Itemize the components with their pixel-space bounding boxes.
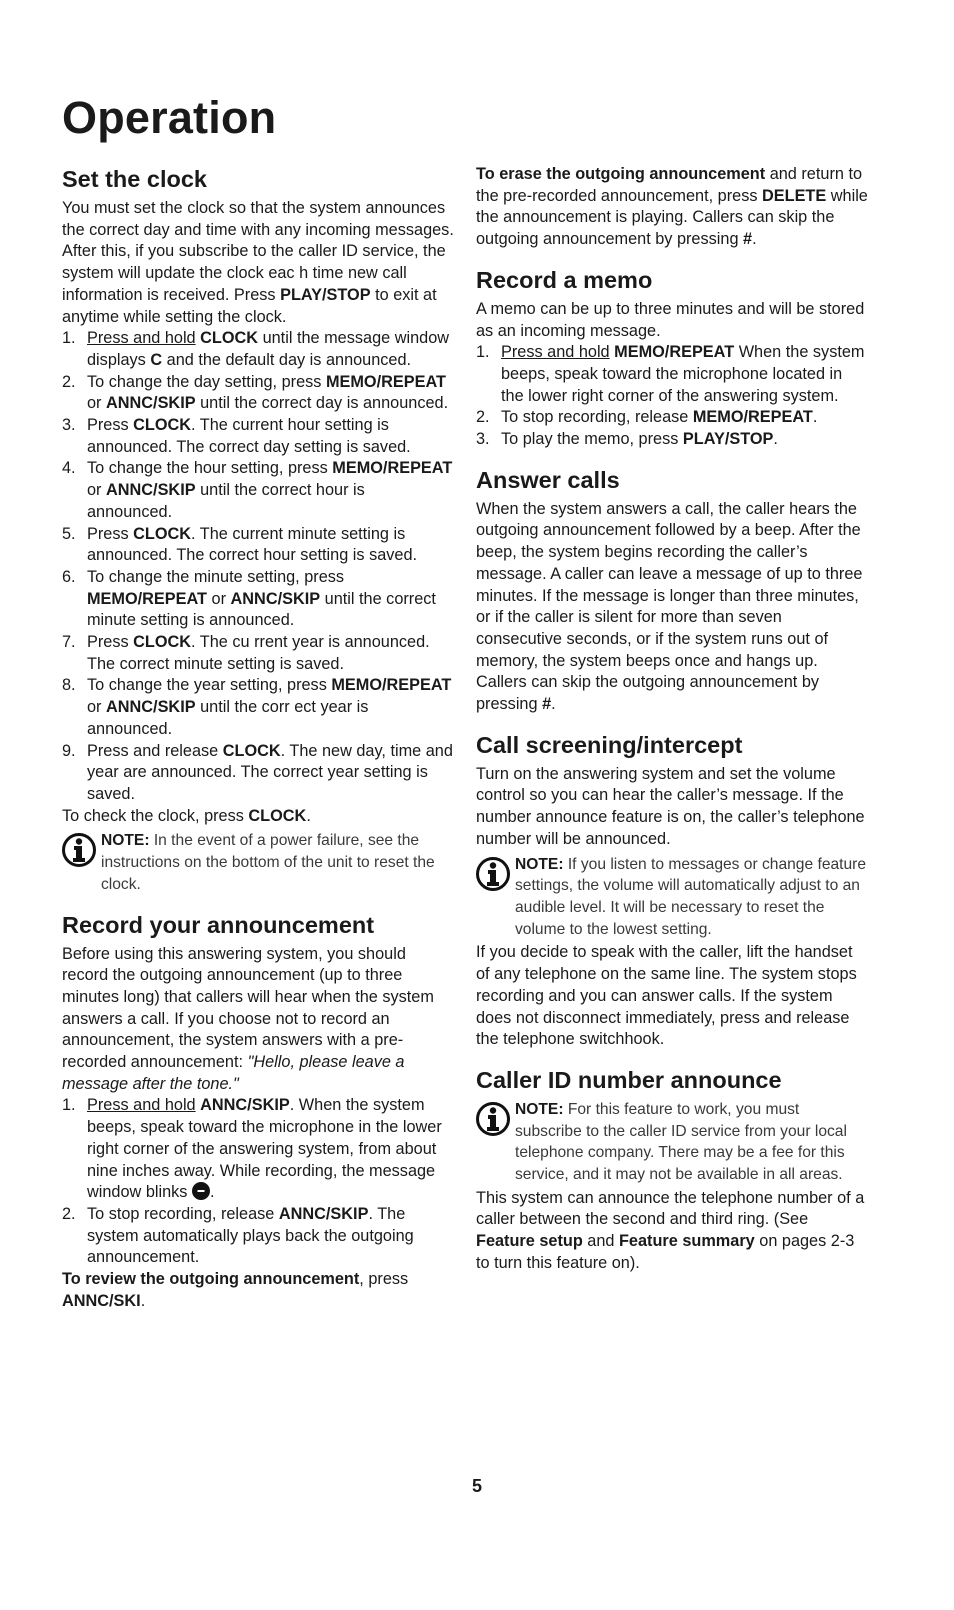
list-item: 6. To change the minute setting, press MEMO/REPEAT or ANNC/SKIP until the correct minute setting is announced.: [62, 567, 436, 630]
erase-announcement-text: To erase the outgoing announcement and return to the pre-recorded announcement, press DELETE while the announcement is playing. Callers can skip the outgoing announcement by pressing #.: [476, 165, 868, 249]
info-icon: [62, 833, 96, 867]
list-item: 3. To play the memo, press PLAY/STOP.: [476, 430, 778, 449]
answer-calls-heading: Answer calls: [476, 466, 620, 493]
record-announcement-heading: Record your announcement: [62, 911, 375, 938]
minus-circle-icon: [192, 1182, 210, 1200]
list-item: 1. Press and hold ANNC/SKIP. When the system beeps, speak toward the microphone in the lower right corner of the answering system, from about nine inches away. While recording, the message window blinks .: [62, 1096, 442, 1202]
record-memo-section: [476, 265, 868, 451]
set-clock-intro: You must set the clock so that the system announces the correct day and time with any incoming messages. After this, if you subscribe to the caller ID service, the system will update the clock eac h time new call information is received. Press PLAY/STOP to exit at anytime while setting the clock.: [62, 199, 454, 326]
list-item: 9. Press and release CLOCK. The new day, time and year are announced. The correct year setting is saved.: [62, 741, 453, 803]
note-volume: NOTE: If you listen to messages or change feature settings, the volume will automatically adjust to an audible level. It will be necessary to reset the volume to the lowest setting.: [476, 854, 868, 941]
set-clock-section: [62, 164, 454, 896]
record-announcement-intro: Before using this answering system, you should record the outgoing announcement (up to three minutes long) that callers will hear when the system answers a call. If you choose not to record an announcement, the system answers with a pre-recorded announcement: "Hello, please leave a message after the tone.": [62, 944, 434, 1093]
call-screening-intro: Turn on the answering system and set the volume control so you can hear the caller’s message. If the number announce feature is on, the caller’s telephone number will be announced.: [476, 764, 865, 848]
list-item: 5. Press CLOCK. The current minute setting is announced. The correct hour setting is saved.: [62, 524, 418, 565]
list-item: 1. Press and hold MEMO/REPEAT When the system beeps, speak toward the microphone located in the lower right corner of the answering system.: [476, 343, 865, 405]
list-item: 2. To stop recording, release ANNC/SKIP. The system automatically plays back the outgoing announcement.: [62, 1204, 414, 1267]
note-power-failure: NOTE: In the event of a power failure, see the instructions on the bottom of the unit to reset the clock.: [62, 830, 454, 895]
page-title: Operation: [62, 92, 277, 143]
list-item: 7. Press CLOCK. The cu rrent year is announced. The correct minute setting is saved.: [62, 633, 430, 673]
record-announcement-steps: [62, 1095, 454, 1269]
caller-id-section: [476, 1065, 868, 1275]
set-clock-steps: [62, 328, 454, 805]
record-memo-intro: A memo can be up to three minutes and will be stored as an incoming message.: [476, 299, 865, 340]
list-item: 4. To change the hour setting, press MEMO/REPEAT or ANNC/SKIP until the correct hour is announced.: [62, 459, 453, 521]
record-announcement-section: [62, 910, 454, 1313]
list-item: 3. Press CLOCK. The current hour setting is announced. The correct day setting is saved.: [62, 416, 411, 456]
note-caller-id: NOTE: For this feature to work, you must subscribe to the caller ID service from your local telephone company. There may be a fee for this service, and it may not be available in all areas.: [476, 1099, 868, 1186]
caller-id-heading: Caller ID number announce: [476, 1066, 782, 1093]
set-clock-heading: Set the clock: [62, 166, 207, 192]
left-column: [62, 164, 454, 1312]
right-column: [476, 164, 868, 1275]
info-icon: [476, 1102, 510, 1136]
record-memo-heading: Record a memo: [476, 266, 653, 293]
list-item: 2. To stop recording, release MEMO/REPEAT.: [476, 408, 818, 427]
review-announcement-text: To review the outgoing announcement, press ANNC/SKI.: [62, 1270, 409, 1310]
list-item: 2. To change the day setting, press MEMO/REPEAT or ANNC/SKIP until the correct day is announced.: [62, 372, 449, 413]
answer-calls-text: When the system answers a call, the caller hears the outgoing announcement followed by a beep. After the beep, the system begins recording the caller’s message. A caller can leave a message of up to three minutes. If the message is longer than three minutes, or if the caller is silent for more than seven consecutive seconds, or if the system runs out of memory, the system beeps once and hangs up. Callers can skip the outgoing announcement by pressing #.: [476, 499, 863, 714]
caller-id-text: This system can announce the telephone number of a caller between the second and third ring. (See Feature setup and Feature summary on pages 2-3 to turn this feature on).: [476, 1188, 865, 1272]
info-icon: [476, 857, 510, 891]
record-memo-steps: [476, 342, 868, 451]
answer-calls-section: [476, 465, 868, 716]
call-screening-after: If you decide to speak with the caller, lift the handset of any telephone on the same line. The system stops recording and you can answer calls. If the system does not disconnect immediately, press and release the telephone switchhook.: [476, 943, 857, 1049]
page-number: 5: [471, 1476, 482, 1496]
check-clock-text: To check the clock, press CLOCK.: [62, 806, 311, 825]
call-screening-section: [476, 730, 868, 1051]
list-item: 1. Press and hold CLOCK until the message window displays C and the default day is announced.: [62, 329, 450, 369]
call-screening-heading: Call screening/intercept: [476, 731, 743, 758]
list-item: 8. To change the year setting, press MEMO/REPEAT or ANNC/SKIP until the corr ect year is announced.: [62, 676, 452, 738]
